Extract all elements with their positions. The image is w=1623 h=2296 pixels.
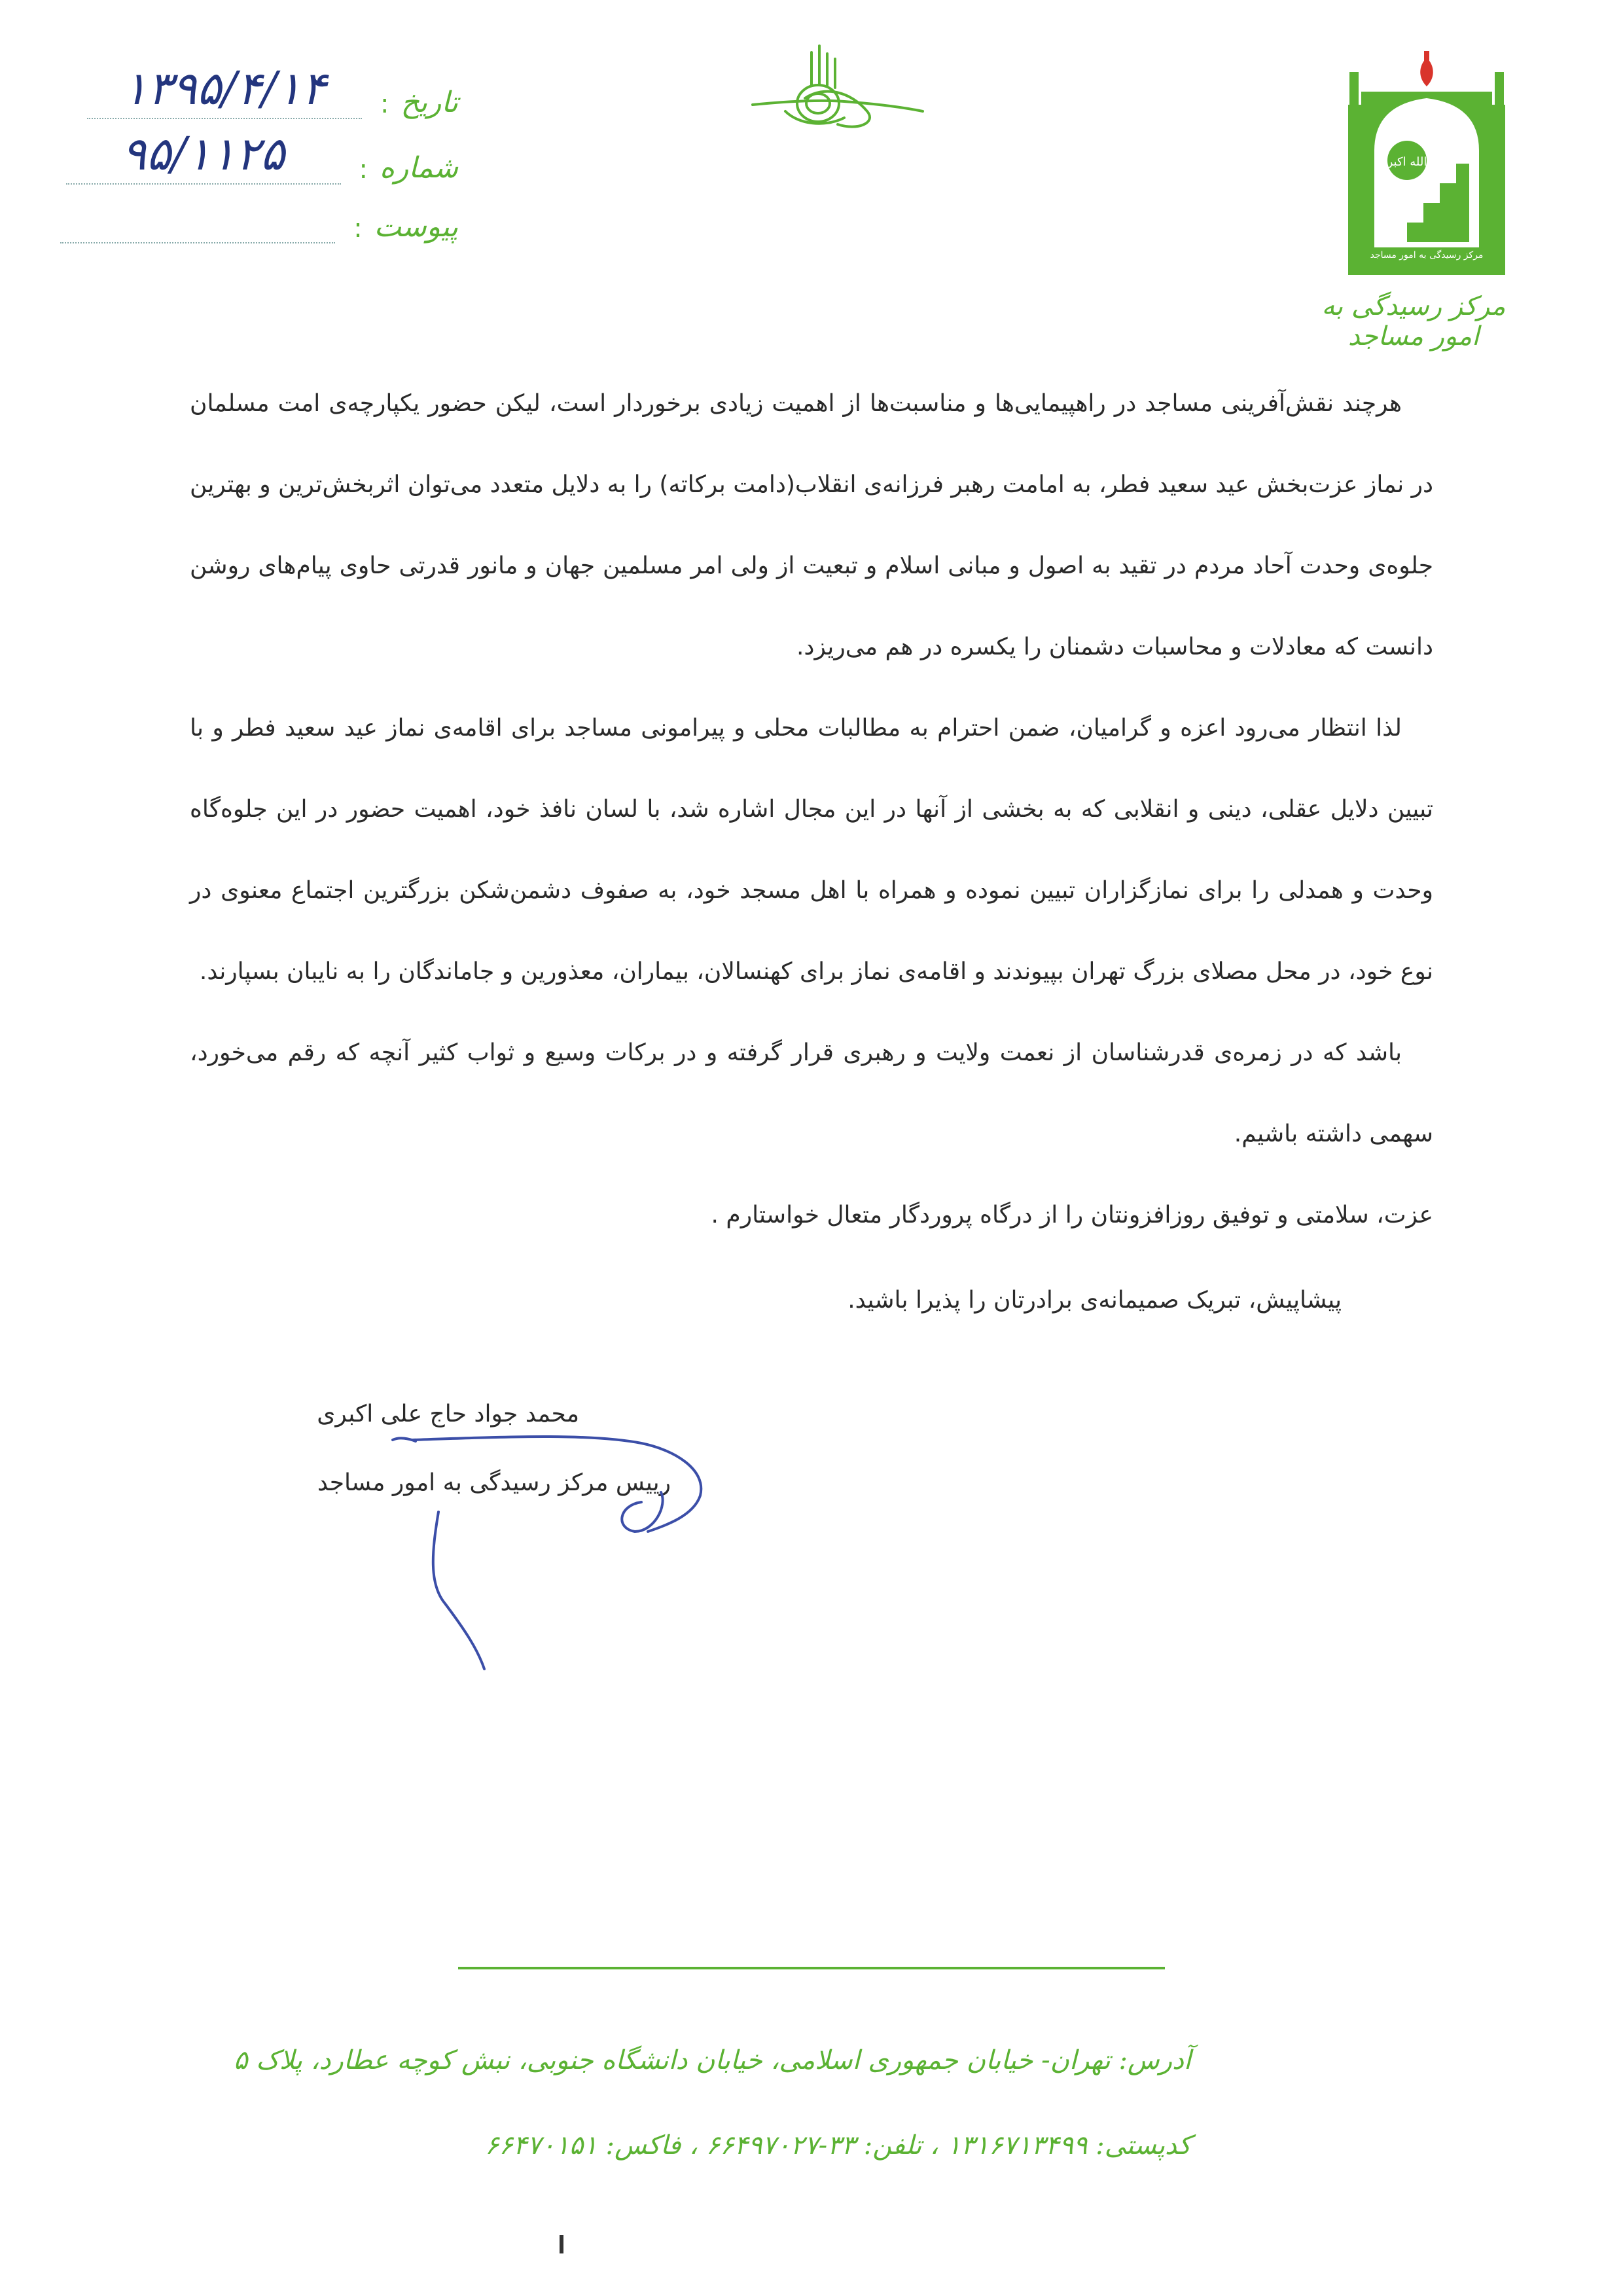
attachment-value: [60, 190, 335, 243]
footer-divider: [458, 1967, 1165, 1969]
number-label: شماره: [379, 151, 458, 185]
date-label: تاریخ: [401, 86, 458, 119]
tughra-calligraphy-icon: [746, 39, 929, 137]
closing-line-1: عزت، سلامتی و توفیق روزافزونتان را از درگاه پروردگار متعال خواستارم .: [711, 1202, 1433, 1229]
paragraph-2: لذا انتظار می‌رود اعزه و گرامیان، ضمن احترام به مطالبات محلی و پیرامونی مساجد برای اقامه‌ی نماز عید سعید فطر و با تبیین دلایل عقلی، دینی و انقلابی که به بخشی از آنها در این مجال اشاره شد، با لسان نافذ خود، اهمیت حضور در این جلوه‌گاه وحدت و همدلی را برای نمازگزاران تبیین نموده و همراه با اهل مسجد خود، به صفوف دشمن‌شکن بزرگترین اجتماع معنوی در نوع خود، در محل مصلای بزرگ تهران بپیوندند و اقامه‌ی نماز برای کهنسالان، بیماران، معذورین و جاماندگان را به نایبان بسپارند.: [190, 715, 1433, 985]
attachment-label: پیوست: [374, 210, 458, 243]
handwritten-signature: [249, 1407, 746, 1682]
number-value: ۹۵/۱۱۲۵: [66, 131, 341, 185]
date-value: ۱۳۹۵/۴/۱۴: [87, 65, 362, 119]
signer-name: محمد جواد حاج علی اکبری: [317, 1401, 579, 1427]
organization-logo: [1335, 46, 1518, 281]
attachment-colon: :: [353, 213, 363, 243]
footer-contact: کدپستی: ۱۳۱۶۷۱۳۴۹۹ ، تلفن: ۳۳-۶۶۴۹۷۰۲۷ ، فاکس: ۶۶۴۷۰۱۵۱: [484, 2130, 1191, 2161]
date-field: [87, 62, 458, 119]
scan-artifact: [560, 2235, 563, 2253]
number-colon: :: [359, 154, 368, 185]
date-colon: :: [380, 89, 389, 119]
paragraph-3: باشد که در زمره‌ی قدرشناسان از نعمت ولایت و رهبری قرار گرفته و در برکات وسیع و ثواب کثیر آنچه که رقم می‌خورد، سهمی داشته باشیم.: [190, 1039, 1433, 1147]
closing-line-2: پیشاپیش، تبریک صمیمانه‌ی برادرتان را پذیرا باشید.: [847, 1287, 1342, 1314]
emblem-icon: [1420, 51, 1433, 86]
attachment-field: [60, 190, 458, 243]
paragraph-1: هرچند نقش‌آفرینی مساجد در راهپیمایی‌ها و مناسبت‌ها از اهمیت زیادی برخوردار است، لیکن حضور یکپارچه‌ی امت مسلمان در نماز عزت‌بخش عید سعید فطر، به امامت رهبر فرزانه‌ی انقلاب(دامت برکاته) را به دلایل متعدد می‌توان اثربخش‌ترین و بهترین جلوه‌ی وحدت آحاد مردم در تقید به اصول و مبانی اسلام و تبعیت از ولی امر مسلمین جهان و مانور قدرتی حاوی پیام‌های روشن دانست که معادلات و محاسبات دشمنان را یکسره در هم می‌ریزد.: [190, 390, 1433, 660]
signer-title: رییس مرکز رسیدگی به امور مساجد: [317, 1469, 671, 1496]
footer-address: آدرس: تهران- خیابان جمهوری اسلامی، خیابان دانشگاه جنوبی، نبش کوچه عطارد، پلاک ۵: [234, 2045, 1191, 2075]
logo-caption: مرکز رسیدگی به امور مساجد: [1321, 291, 1506, 351]
logo-inner-text: مرکز رسیدگی به امور مساجد: [1370, 250, 1484, 260]
logo-calligraphy: الله اکبر: [1387, 155, 1427, 169]
number-field: [66, 127, 459, 185]
letter-body: [190, 363, 1433, 1341]
